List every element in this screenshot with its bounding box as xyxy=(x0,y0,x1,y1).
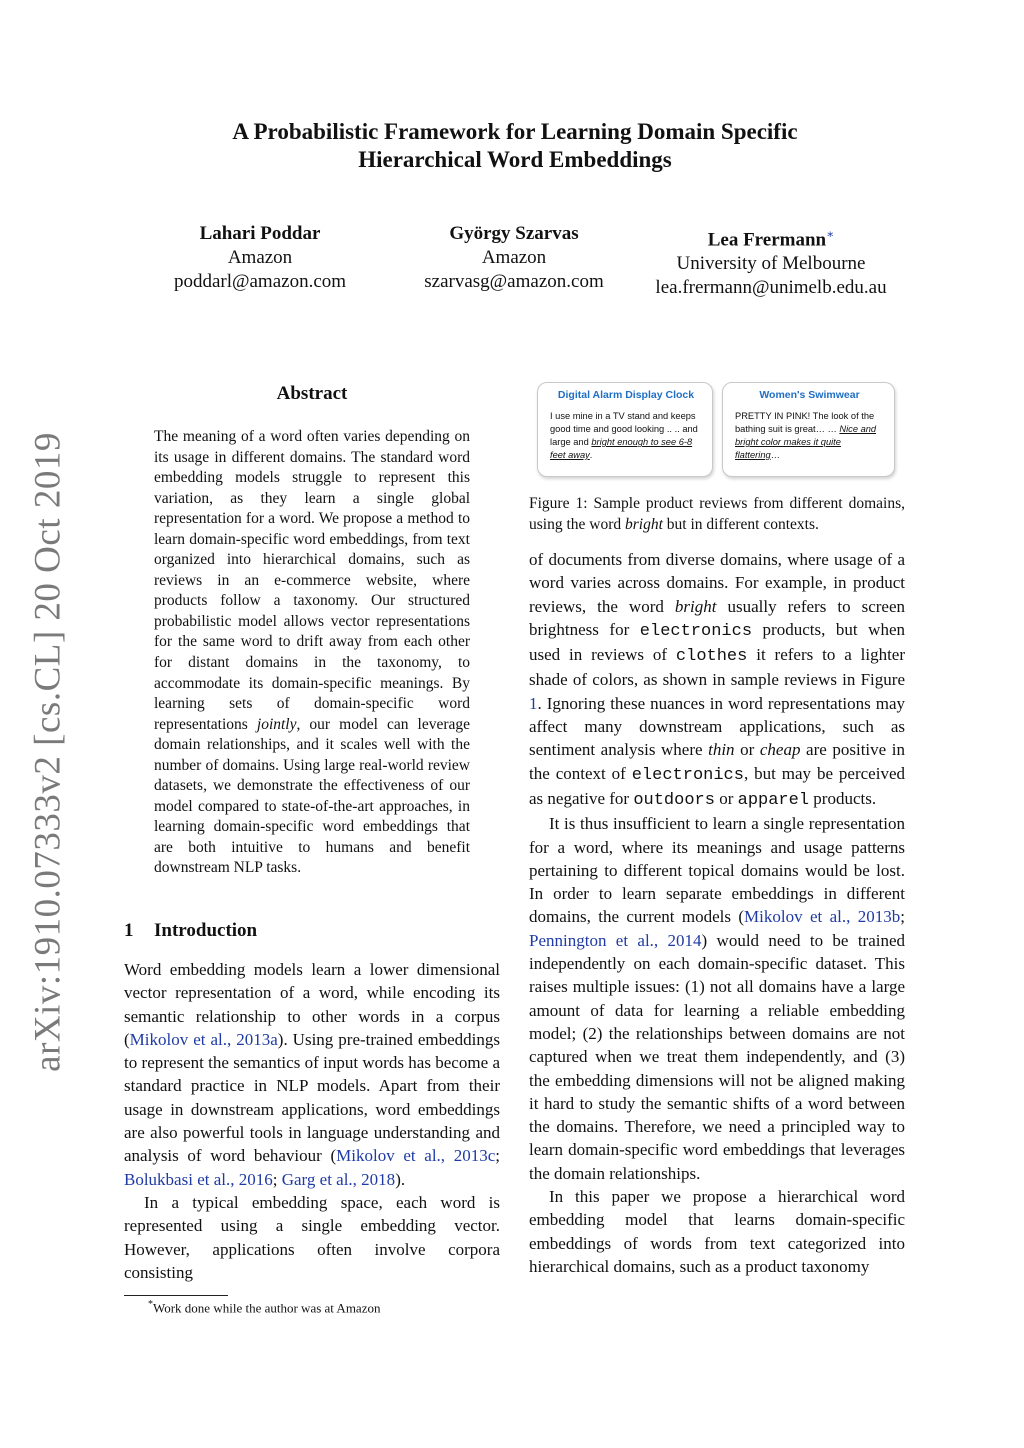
abstract-body xyxy=(154,427,470,879)
text: or xyxy=(714,788,738,808)
author-block xyxy=(404,222,624,294)
paragraph xyxy=(529,548,905,812)
abstract-text: , our model can leverage domain relationships, and it scales well with the number of domains. Using large real-world review datasets, we demonstrate the effectiveness of our model compared to state-of-the-art approaches, in learning domain-specific word embeddings that are both intuitive to humans and benefit downstream NLP tasks. xyxy=(154,715,470,877)
author-block xyxy=(632,222,910,300)
footnote-mark: * xyxy=(148,1299,153,1310)
footnote xyxy=(148,1299,380,1316)
author-email: szarvasg@amazon.com xyxy=(424,271,604,292)
code-term: electronics xyxy=(639,621,753,641)
section-heading-introduction xyxy=(124,920,257,942)
author-name: György Szarvas xyxy=(449,223,579,244)
author-email: lea.frermann@unimelb.edu.au xyxy=(655,277,887,299)
text: , but may be perceived as negative for xyxy=(529,763,905,808)
review-card-swimwear xyxy=(722,382,895,477)
code-term: clothes xyxy=(675,647,748,667)
citation-link[interactable]: Pennington et al., 2014 xyxy=(529,930,702,950)
paragraph xyxy=(529,812,905,1185)
abstract-text: The meaning of a word often varies depending on its usage in different domains. The standard word embedding models struggle to represent this variation, as they learn a single global representation for a word. We propose a method to learn domain-specific word embeddings, from text organized into hierarchical domains, such as reviews in an e-commerce website, where products follow a taxonomy. Our structured probabilistic model allows vector representations for the same word to drift away from each other for distant domains in the taxonomy, to accommodate its domain-specific meanings. By learning sets of domain-specific word representations xyxy=(154,428,470,733)
title-line-1: A Probabilistic Framework for Learning Domain Specific xyxy=(232,119,798,144)
text: ) would need to be trained independently on each domain-specific dataset. This raises multiple issues: (1) not all domains have a large amount of data for learning a reliable embedding model; (2) the relationships between domains are not captured when we treat them independently, and (3) the embedding dimensions will not be aligned making it hard to study the semantic shifts of a word between the domains. Therefore, we need a principled way to learn domain-specific word embeddings that leverages the domain relationships. xyxy=(529,930,906,1183)
section-title: Introduction xyxy=(154,920,258,941)
text: usually refers to screen brightness for xyxy=(529,596,906,639)
text: I use mine in a TV stand and keeps good time and good looking .. .. and large and xyxy=(550,411,698,447)
text: ; xyxy=(272,1169,282,1189)
author-affiliation: Amazon xyxy=(481,247,547,268)
author-block xyxy=(150,222,370,294)
code-term: apparel xyxy=(737,790,810,810)
arxiv-stamp xyxy=(8,432,88,1072)
footnote-marker[interactable]: ∗ xyxy=(826,227,835,241)
text: … xyxy=(770,450,780,460)
text: It is thus insufficient to learn a single representation for a word, where its meanings and usage patterns pertaining to different topical domains would be lost. In order to learn separate embeddings in different domains, the current models ( xyxy=(529,814,905,927)
citation-link[interactable]: Bolukbasi et al., 2016 xyxy=(124,1169,273,1189)
footnote-text: Work done while the author was at Amazon xyxy=(153,1300,381,1316)
left-column-text xyxy=(124,958,500,1284)
emphasis: thin xyxy=(708,740,735,760)
text: of documents from diverse domains, where usage of a word varies across domains. For example, in product reviews, the word xyxy=(529,550,905,616)
right-column-text xyxy=(529,548,905,1278)
section-number: 1 xyxy=(124,920,134,941)
card-review-text xyxy=(550,410,702,462)
text: PRETTY IN PINK! The look of the bathing suit is great… … xyxy=(735,411,875,434)
highlighted-phrase: Nice and bright color makes it quite flattering xyxy=(735,424,877,460)
paragraph: In this paper we propose a hierarchical word embedding model that learns domain-specific embeddings of words from text categorized into hierarchical domains, such as a product taxonomy xyxy=(529,1187,905,1276)
author-name-line xyxy=(632,222,910,252)
card-review-text xyxy=(735,410,884,462)
author-email: poddarl@amazon.com xyxy=(173,271,347,292)
author-name: Lea Frermann xyxy=(707,229,827,251)
card-title: Digital Alarm Display Clock xyxy=(557,389,695,401)
author-affiliation: Amazon xyxy=(227,247,293,268)
figure-caption xyxy=(529,494,905,535)
caption-emphasis: bright xyxy=(625,515,663,533)
abstract-emphasis: jointly xyxy=(256,715,297,733)
text: . Ignoring these nuances in word representations may affect many downstream applications, such as sentiment analysis where xyxy=(529,693,905,760)
emphasis: bright xyxy=(674,596,717,616)
paragraph: In a typical embedding space, each word is represented using a single embedding vector. However, applications often involve corpora consisting xyxy=(124,1192,500,1282)
paper-title xyxy=(140,118,890,174)
text: or xyxy=(734,740,760,760)
footnote-rule xyxy=(124,1295,228,1296)
figure-ref-link[interactable]: 1 xyxy=(529,693,538,713)
card-title: Women's Swimwear xyxy=(759,389,860,401)
text: ; xyxy=(495,1146,500,1166)
arxiv-id: arXiv:1910.07333v2 [cs.CL] 20 Oct 2019 xyxy=(27,432,69,1072)
text: Figure 1: Sample product reviews from different domains, using the word xyxy=(529,495,905,533)
citation-link[interactable]: Mikolov et al., 2013c xyxy=(336,1146,496,1166)
citation-link[interactable]: Mikolov et al., 2013b xyxy=(744,907,901,927)
citation-link[interactable]: Mikolov et al., 2013a xyxy=(129,1029,278,1049)
author-affiliation: University of Melbourne xyxy=(676,253,866,275)
code-term: electronics xyxy=(631,765,744,785)
highlighted-phrase: bright enough to see 6-8 feet away xyxy=(550,437,693,460)
abstract-heading: Abstract xyxy=(276,383,348,404)
code-term: outdoors xyxy=(633,790,715,810)
text: but in different contexts. xyxy=(662,515,819,533)
text: ). xyxy=(395,1169,406,1189)
review-card-clock xyxy=(537,382,713,477)
text: products, but when used in reviews of xyxy=(529,619,905,665)
text: products. xyxy=(809,788,877,808)
title-line-2: Hierarchical Word Embeddings xyxy=(358,147,672,172)
text: . xyxy=(589,450,593,460)
text: it refers to a lighter shade of colors, as shown in sample reviews in Figure xyxy=(529,645,905,690)
text: are positive in the context of xyxy=(529,740,905,783)
text: Word embedding models learn a lower dimensional vector representation of a word, while encoding its semantic relationship to other words in a corpus ( xyxy=(124,960,500,1049)
emphasis: cheap xyxy=(759,740,801,760)
text: ; xyxy=(900,907,905,927)
text: ). Using pre-trained embeddings to represent the semantics of input words has become a standard practice in NLP models. Apart from their usage in downstream applications, word embeddings are also powerful tools in language understanding and analysis of word behaviour ( xyxy=(124,1029,500,1166)
paragraph xyxy=(124,958,500,1191)
citation-link[interactable]: Garg et al., 2018 xyxy=(281,1169,396,1189)
author-name: Lahari Poddar xyxy=(199,223,321,244)
